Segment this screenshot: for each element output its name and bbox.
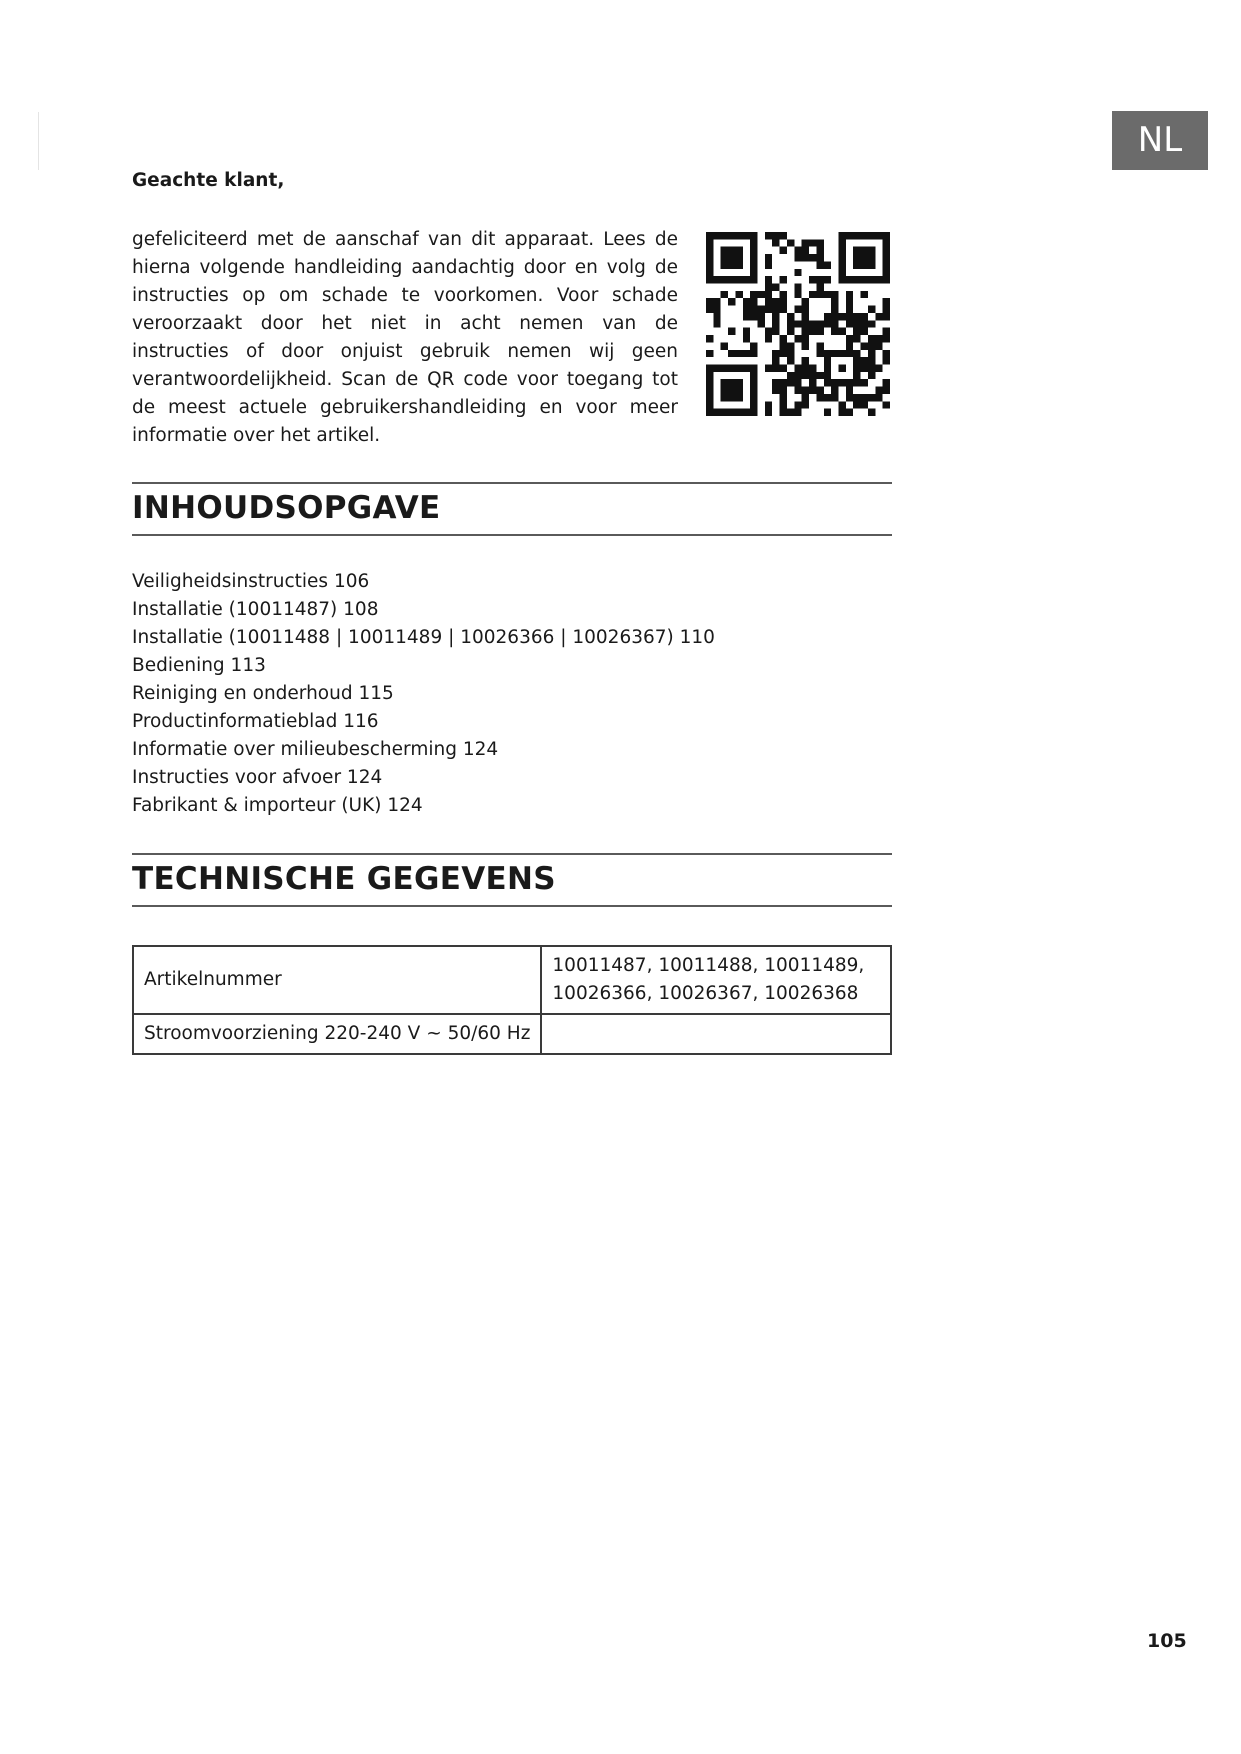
specs-top-rule: [132, 853, 892, 855]
page-number: 105: [1147, 1630, 1187, 1652]
toc-title: INHOUDSOPGAVE: [132, 490, 441, 526]
toc-item[interactable]: Installatie (10011488 | 10011489 | 10026366 | 10026367) 110: [132, 627, 715, 648]
toc-item[interactable]: Reiniging en onderhoud 115: [132, 683, 394, 704]
table-row: [133, 1014, 891, 1054]
toc-list: [132, 568, 715, 820]
spec-value-article-number: [541, 946, 891, 1014]
toc-item[interactable]: Productinformatieblad 116: [132, 711, 379, 732]
spec-value-line: 10011487, 10011488, 10011489,: [552, 955, 865, 976]
spec-label-article-number: Artikelnummer: [133, 946, 541, 1014]
toc-item[interactable]: Veiligheidsinstructies 106: [132, 571, 370, 592]
toc-item[interactable]: Instructies voor afvoer 124: [132, 767, 383, 788]
language-badge: NL: [1112, 111, 1208, 170]
greeting: Geachte klant,: [132, 170, 285, 191]
margin-rule: [38, 112, 39, 170]
qr-code: [706, 232, 890, 416]
toc-item[interactable]: Informatie over milieubescherming 124: [132, 739, 499, 760]
spec-value-line: 10026366, 10026367, 10026368: [552, 983, 859, 1004]
specs-table: [132, 945, 892, 1055]
spec-label-power-supply: Stroomvoorziening 220-240 V ~ 50/60 Hz: [133, 1014, 541, 1054]
toc-item[interactable]: Installatie (10011487) 108: [132, 599, 379, 620]
toc-item[interactable]: Bediening 113: [132, 655, 266, 676]
toc-top-rule: [132, 482, 892, 484]
spec-value-power-supply: [541, 1014, 891, 1054]
specs-title: TECHNISCHE GEGEVENS: [132, 861, 556, 897]
toc-bottom-rule: [132, 534, 892, 536]
toc-item[interactable]: Fabrikant & importeur (UK) 124: [132, 795, 423, 816]
intro-paragraph: gefeliciteerd met de aanschaf van dit apparaat. Lees de hierna volgende handleiding aandachtig door en volg de instructies op om schade te voorkomen. Voor schade veroorzaakt door het niet in acht nemen van de instructies of door onjuist gebruik nemen wij geen verantwoordelijkheid. Scan de QR code voor toegang tot de meest actuele gebruikershandleiding en voor meer informatie over het artikel.: [132, 229, 678, 446]
specs-bottom-rule: [132, 905, 892, 907]
table-row: [133, 946, 891, 1014]
